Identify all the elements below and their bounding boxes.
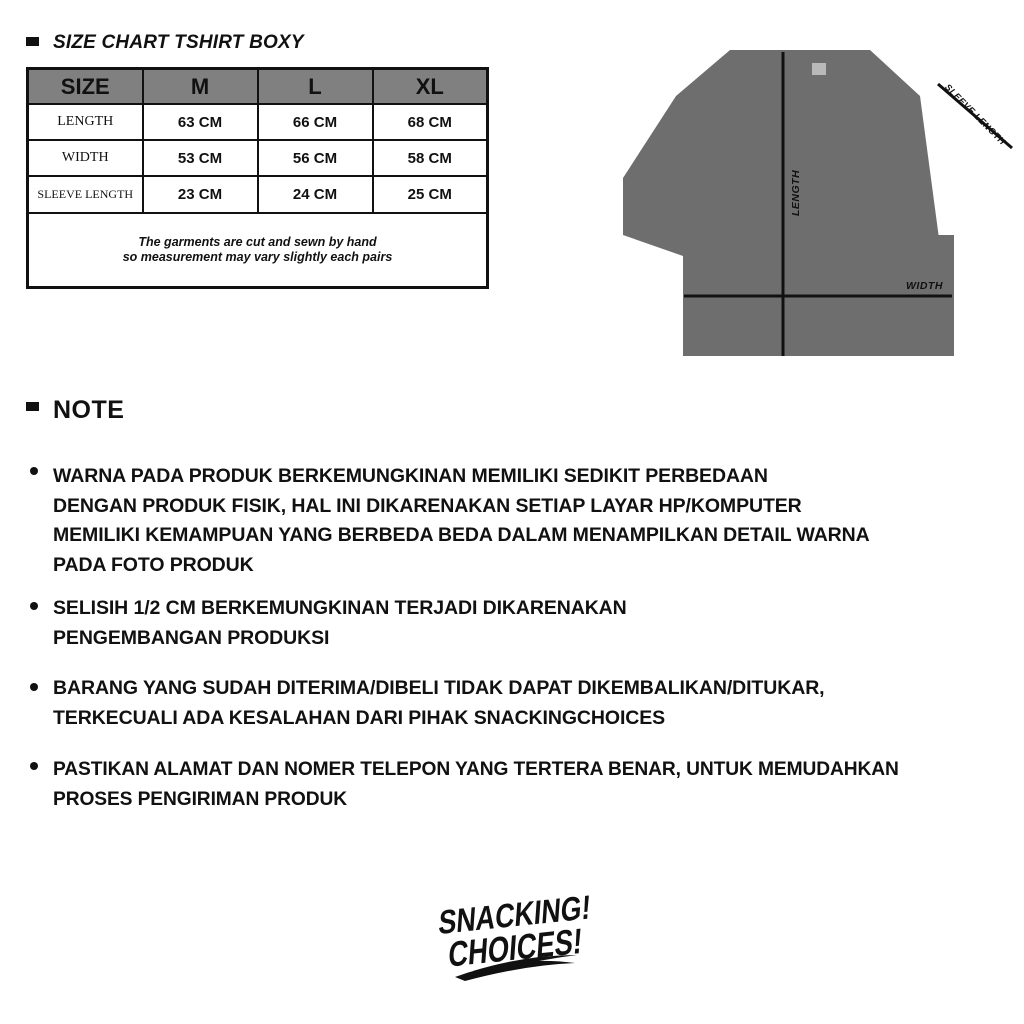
length-label: LENGTH [790,169,802,216]
note-3-line-2: TERKECUALI ADA KESALAHAN DARI PIHAK SNACKINGCHOICES [53,706,666,729]
bullet-icon [30,602,38,610]
bullet-icon [30,467,38,475]
note-item-2 [53,594,627,653]
length-xl: 68 CM [373,104,488,140]
sleeve-xl: 25 CM [373,176,488,212]
shirt-diagram-svg [620,44,1024,360]
table-header-row [28,69,488,105]
table-footnote [28,213,488,288]
table-row [28,140,488,176]
sleeve-length-label: SLEEVE LENGTH [942,82,1008,147]
length-m: 63 CM [143,104,258,140]
note-title: NOTE [53,396,125,424]
heading-square-icon [26,37,39,46]
shirt-diagram [620,44,1024,360]
header-size: SIZE [28,69,143,105]
width-label: WIDTH [906,280,943,292]
table-row [28,176,488,212]
width-l: 56 CM [258,140,373,176]
neck-tag [812,63,826,75]
header-m: M [143,69,258,105]
note-4-line-1: PASTIKAN ALAMAT DAN NOMER TELEPON YANG TERTERA BENAR, UNTUK MEMUDAHKAN [53,759,899,780]
header-l: L [258,69,373,105]
length-l: 66 CM [258,104,373,140]
footnote-line-1: The garments are cut and sewn by hand [138,234,377,249]
tshirt-shape [623,50,954,356]
note-1-line-4: PADA FOTO PRODUK [53,553,254,576]
table-footnote-row [28,213,488,288]
table-row [28,104,488,140]
row-label-length: LENGTH [28,104,143,140]
bullet-icon [30,683,38,691]
note-1-line-3: MEMILIKI KEMAMPUAN YANG BERBEDA BEDA DALAM MENAMPILKAN DETAIL WARNA [53,524,870,546]
note-1-line-1: WARNA PADA PRODUK BERKEMUNGKINAN MEMILIKI SEDIKIT PERBEDAAN [53,465,768,487]
note-item-4 [53,755,899,814]
note-4-line-2: PROSES PENGIRIMAN PRODUK [53,788,347,810]
row-label-sleeve-length: SLEEVE LENGTH [28,176,143,212]
footnote-line-2: so measurement may vary slightly each pairs [122,249,393,264]
svg-text:CHOICES!: CHOICES! [447,915,605,975]
size-table [26,67,489,289]
note-1-line-2: DENGAN PRODUK FISIK, HAL INI DIKARENAKAN SETIAP LAYAR HP/KOMPUTER [53,494,802,517]
header-xl: XL [373,69,488,105]
brand-logo [425,885,605,985]
svg-text:SNACKING!: SNACKING! [437,885,605,943]
bullet-icon [30,762,38,770]
brand-logo-svg [425,885,605,985]
size-chart-title: SIZE CHART TSHIRT BOXY [53,32,304,53]
note-item-1 [53,462,870,580]
width-m: 53 CM [143,140,258,176]
note-square-icon [26,402,39,411]
note-3-line-1: BARANG YANG SUDAH DITERIMA/DIBELI TIDAK DAPAT DIKEMBALIKAN/DITUKAR, [53,677,825,699]
note-item-3 [53,674,825,733]
note-2-line-2: PENGEMBANGAN PRODUKSI [53,626,330,649]
sleeve-m: 23 CM [143,176,258,212]
width-xl: 58 CM [373,140,488,176]
note-2-line-1: SELISIH 1/2 CM BERKEMUNGKINAN TERJADI DIKARENAKAN [53,597,627,619]
sleeve-l: 24 CM [258,176,373,212]
row-label-width: WIDTH [28,140,143,176]
